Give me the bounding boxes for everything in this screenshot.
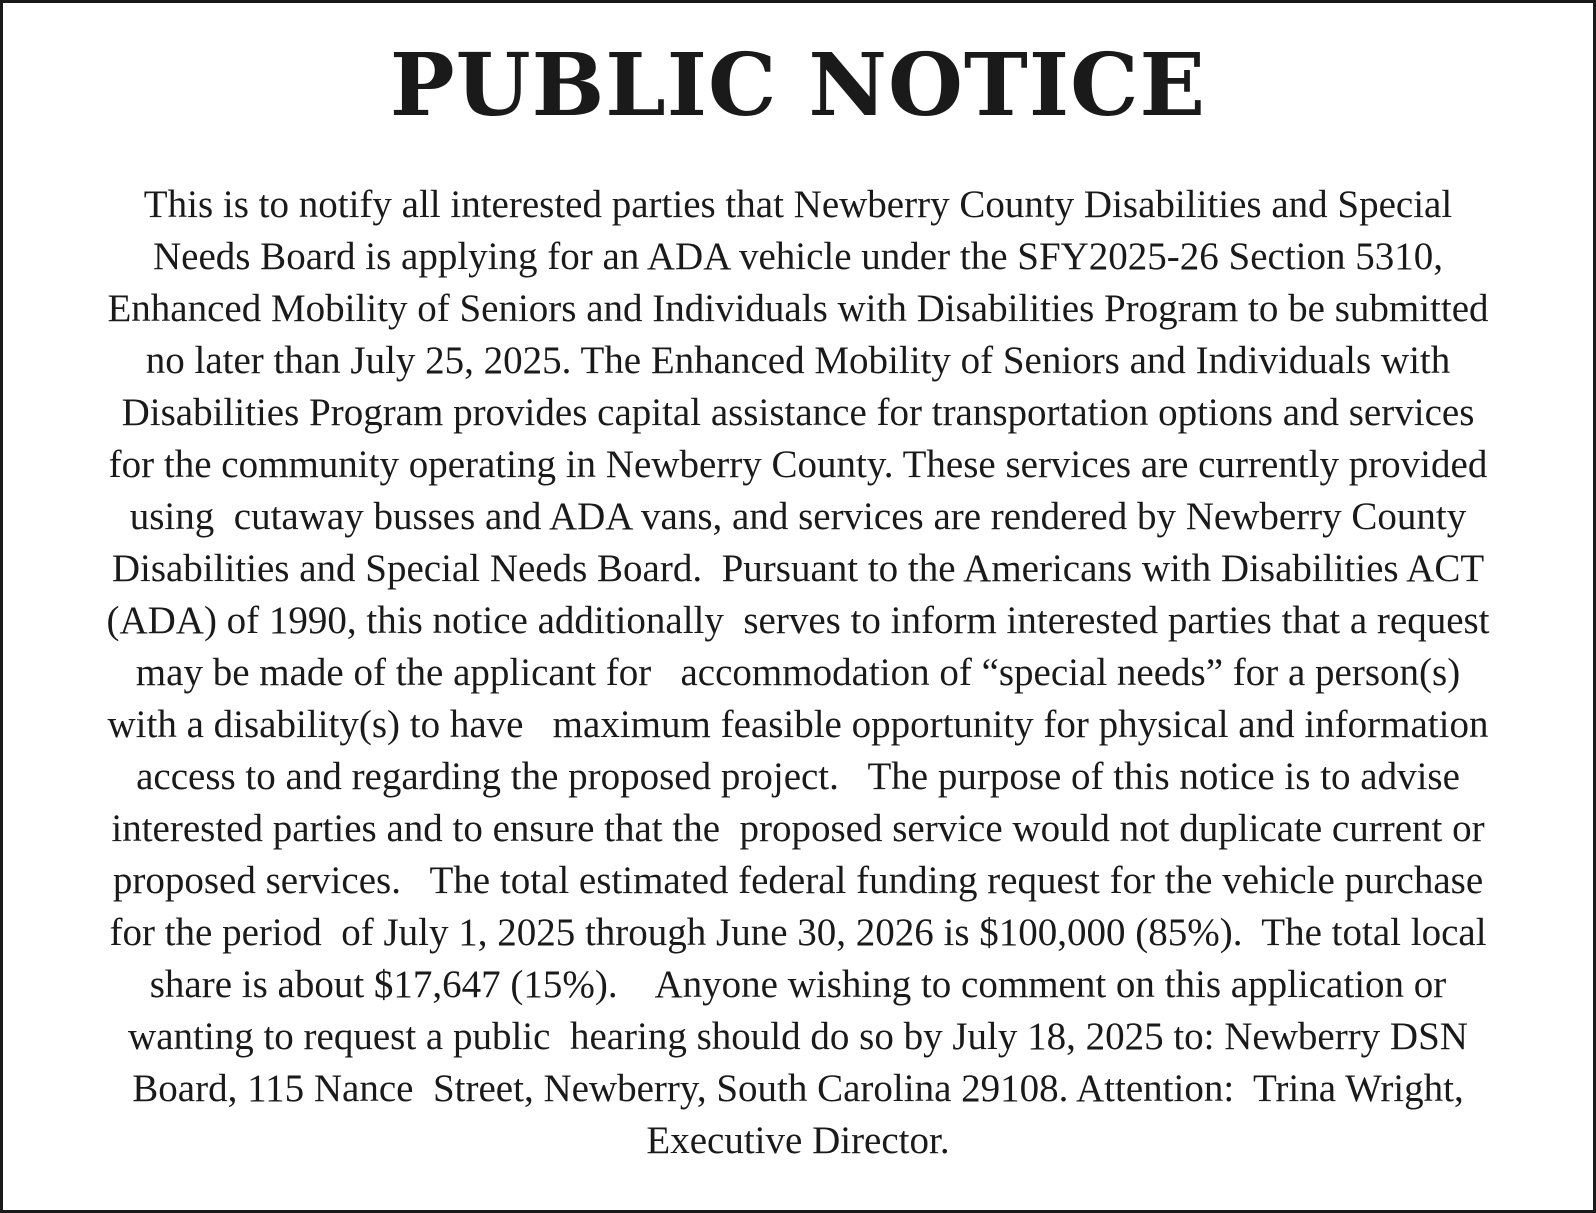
notice-line: for the period of July 1, 2025 through June 30, 2026 is $100,000 (85%). The total local [109,911,1487,954]
notice-line: Disabilities and Special Needs Board. Pursuant to the Americans with Disabilities ACT [111,547,1485,590]
notice-line: Needs Board is applying for an ADA vehicle under the SFY2025-26 Section 5310, [152,235,1444,278]
notice-line: Executive Director. [646,1119,950,1162]
notice-line: (ADA) of 1990, this notice additionally serves to inform interested parties that a request [106,599,1490,642]
notice-line: access to and regarding the proposed project. The purpose of this notice is to advise [136,755,1460,798]
notice-line: with a disability(s) to have maximum feasible opportunity for physical and information [107,703,1489,746]
notice-line: proposed services. The total estimated federal funding request for the vehicle purchase [112,859,1484,902]
notice-body [3,179,1593,1167]
notice-line: may be made of the applicant for accommodation of “special needs” for a person(s) [135,651,1461,694]
notice-line: share is about $17,647 (15%). Anyone wishing to comment on this application or [149,963,1447,1006]
notice-line: Enhanced Mobility of Seniors and Individuals with Disabilities Program to be submitted [107,287,1489,330]
notice-line: interested parties and to ensure that the proposed service would not duplicate current or [111,807,1485,850]
notice-line: using cutaway busses and ADA vans, and services are rendered by Newberry County [129,495,1467,538]
notice-line: Board, 115 Nance Street, Newberry, South Carolina 29108. Attention: Trina Wright, [132,1067,1464,1110]
notice-line: This is to notify all interested parties that Newberry County Disabilities and Special [143,183,1453,226]
notice-title: PUBLIC NOTICE [389,35,1207,136]
notice-line: for the community operating in Newberry County. These services are currently provided [108,443,1488,486]
notice-line: Disabilities Program provides capital assistance for transportation options and services [121,391,1475,434]
notice-line: no later than July 25, 2025. The Enhanced Mobility of Seniors and Individuals with [145,339,1451,382]
notice-line: wanting to request a public hearing should do so by July 18, 2025 to: Newberry DSN [128,1015,1468,1058]
